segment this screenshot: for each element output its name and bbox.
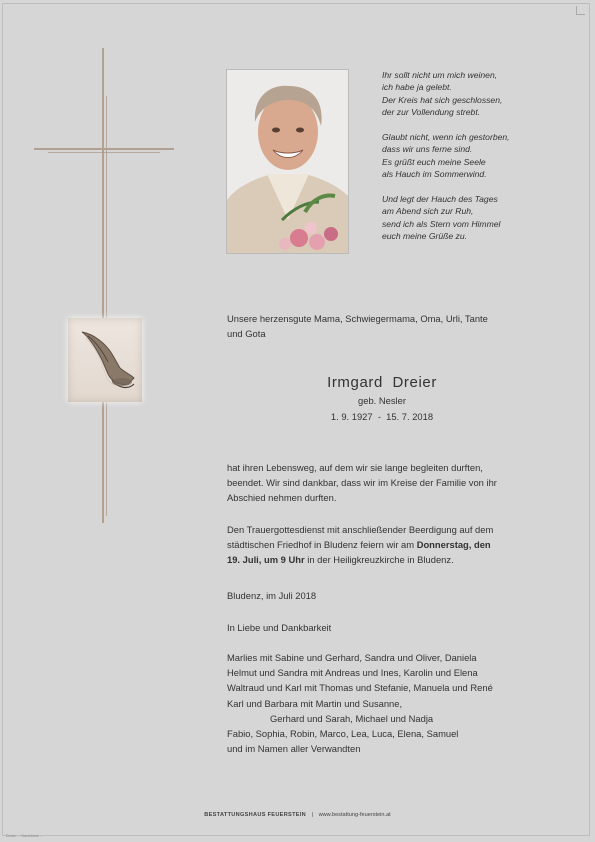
poem-line: Der Kreis hat sich geschlossen, (382, 94, 503, 105)
service-date-bold: Donnerstag, den (416, 539, 491, 551)
intro-line: Unsere herzensgute Mama, Schwiegermama, Oma, Urli, Tante (227, 313, 488, 324)
funeral-home-name: BESTATTUNGSHAUS FEUERSTEIN (204, 812, 307, 818)
praying-hands-image (68, 318, 142, 402)
poem (382, 69, 582, 255)
poem-line: Und legt der Hauch des Tages (382, 194, 498, 205)
crop-mark (576, 6, 585, 15)
poem-stanza (382, 131, 582, 181)
praying-hands-icon (68, 318, 142, 402)
paragraph-line: beendet. Wir sind dankbar, dass wir im Kreise der Familie von ihr (227, 477, 497, 489)
poem-line: der zur Vollendung strebt. (382, 107, 481, 118)
paragraph-line (227, 537, 547, 552)
poem-stanza (382, 193, 582, 243)
portrait-illustration (227, 70, 349, 254)
cross-horizontal-line (48, 152, 160, 153)
poem-line: euch meine Grüße zu. (382, 231, 468, 242)
family-line: Helmut und Sandra mit Andreas und Ines, Karolin und Elena (227, 667, 478, 679)
paragraph-line (227, 552, 547, 567)
paragraph-text: städtischen Friedhof in Bludenz feiern wir am (227, 539, 417, 551)
family-line: Waltraud und Karl mit Thomas und Stefanie, Manuela und René (227, 682, 493, 694)
footer (0, 812, 595, 818)
poem-stanza (382, 69, 582, 119)
cross-vertical-line (106, 96, 107, 516)
paragraph-line: hat ihren Lebensweg, auf dem wir sie lange begleiten durften, (227, 462, 483, 473)
paragraph-line: Den Trauergottesdienst mit anschließender Beerdigung auf dem (227, 524, 494, 535)
service-paragraph (227, 522, 547, 568)
family-line: Fabio, Sophia, Robin, Marco, Lea, Luca, Elena, Samuel (227, 728, 459, 740)
footer-separator: | (311, 812, 314, 818)
poem-line: Ihr sollt nicht um mich weinen, (382, 70, 498, 80)
cross-vertical-bar (102, 48, 104, 523)
print-note: Druck: ... Nachdruck ... (6, 834, 43, 838)
intro-line: und Gota (227, 328, 266, 339)
family-line: Marlies mit Sabine und Gerhard, Sandra und Oliver, Daniela (227, 652, 477, 663)
poem-line: ich habe ja gelebt. (382, 82, 452, 93)
cross-horizontal-bar (34, 148, 174, 150)
deceased-name: Irmgard Dreier (327, 374, 437, 391)
paragraph-text: in der Heiligkreuzkirche in Bludenz. (304, 554, 454, 566)
place-date: Bludenz, im Juli 2018 (227, 590, 317, 601)
intro-text (227, 311, 537, 341)
poem-line: Glaubt nicht, wenn ich gestorben, (382, 132, 510, 143)
poem-line: send ich als Stern vom Himmel (382, 218, 501, 229)
poem-line: am Abend sich zur Ruh, (382, 206, 474, 217)
paragraph-line: Abschied nehmen durften. (227, 492, 337, 504)
maiden-name: geb. Nesler (358, 395, 406, 406)
poem-line: dass wir uns ferne sind. (382, 144, 473, 155)
family-line: und im Namen aller Verwandten (227, 743, 361, 755)
farewell-paragraph (227, 460, 547, 506)
service-time-bold: 19. Juli, um 9 Uhr (227, 554, 305, 566)
poem-line: als Hauch im Sommerwind. (382, 169, 487, 180)
family-list (227, 650, 547, 756)
portrait-photo (226, 69, 349, 254)
closing-phrase: In Liebe und Dankbarkeit (227, 622, 332, 633)
family-line: Gerhard und Sarah, Michael und Nadja (270, 712, 434, 724)
family-line: Karl und Barbara mit Martin und Susanne, (227, 697, 403, 709)
funeral-home-website: www.bestattung-feuerstein.at (318, 812, 391, 818)
life-dates: 1. 9. 1927 - 15. 7. 2018 (330, 411, 434, 422)
poem-line: Es grüßt euch meine Seele (382, 156, 486, 167)
